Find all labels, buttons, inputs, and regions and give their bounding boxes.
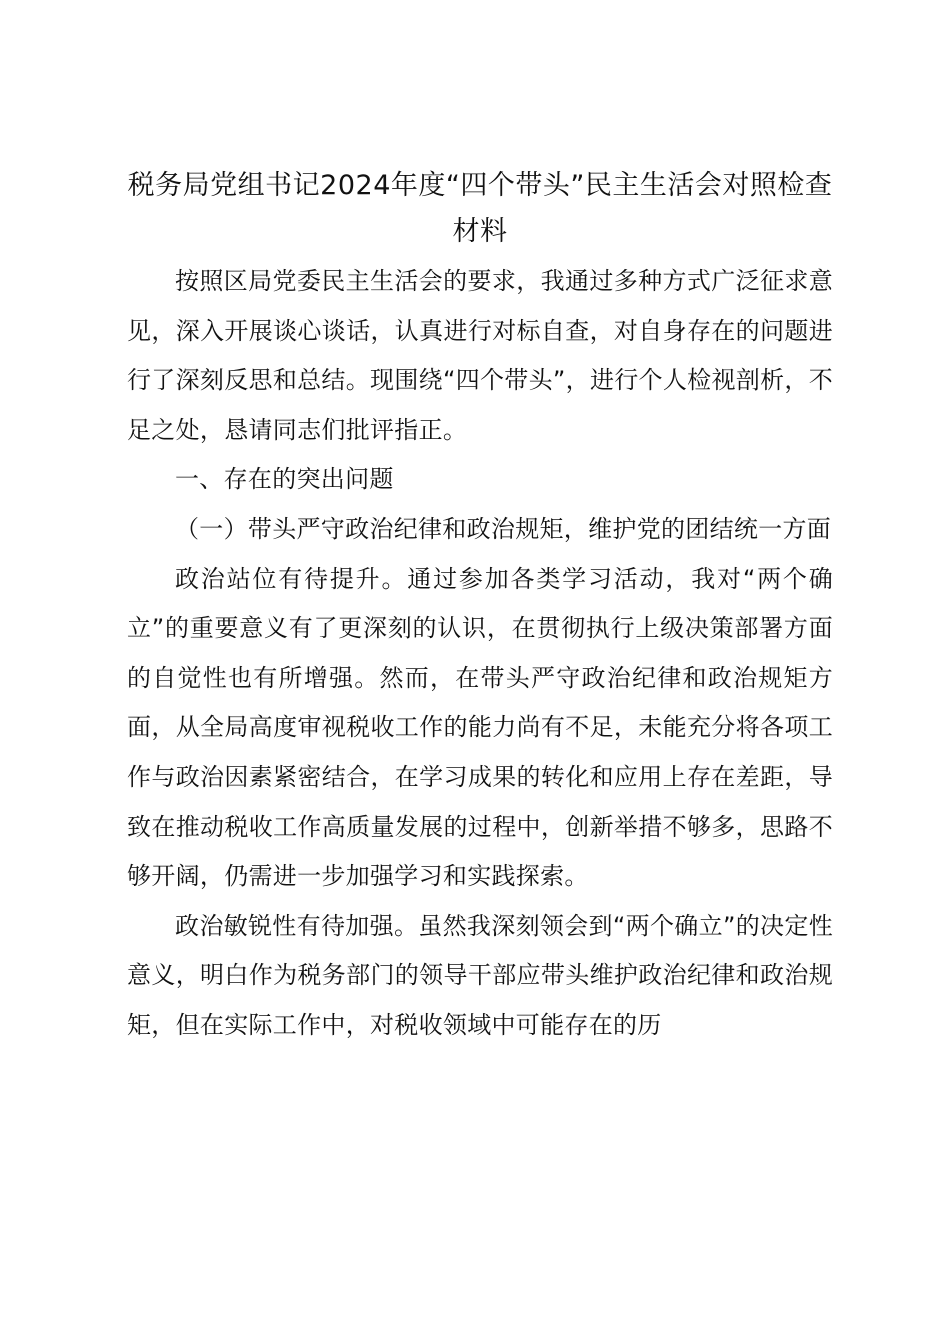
intro-paragraph: 按照区局党委民主生活会的要求，我通过多种方式广泛征求意见，深入开展谈心谈话，认真进行对标自查，对自身存在的问题进行了深刻反思和总结。现围绕“四个带头”，进行个人检视剖析，不足之处，恳请同志们批评指正。 <box>127 267 833 444</box>
body-paragraph: 政治站位有待提升。通过参加各类学习活动，我对“两个确立”的重要意义有了更深刻的认识，在贯彻执行上级决策部署方面的自觉性也有所增强。然而，在带头严守政治纪律和政治规矩方面，从全局高度审视税收工作的能力尚有不足，未能充分将各项工作与政治因素紧密结合，在学习成果的转化和应用上存在差距，导致在推动税收工作高质量发展的过程中，创新举措不够多，思路不够开阔，仍需进一步加强学习和实践探索。 <box>127 564 833 891</box>
document-body <box>127 163 833 1051</box>
subsection-heading: （一）带头严守政治纪律和政治规矩，维护党的团结统一方面 <box>175 514 832 543</box>
document-title: 税务局党组书记2024年度“四个带头”民主生活会对照检查材料 <box>127 170 833 247</box>
body-paragraph: 政治敏锐性有待加强。虽然我深刻领会到“两个确立”的决定性意义，明白作为税务部门的领导干部应带头维护政治纪律和政治规矩，但在实际工作中，对税收领域中可能存在的历 <box>127 911 833 1039</box>
section-heading: 一、存在的突出问题 <box>175 465 394 494</box>
